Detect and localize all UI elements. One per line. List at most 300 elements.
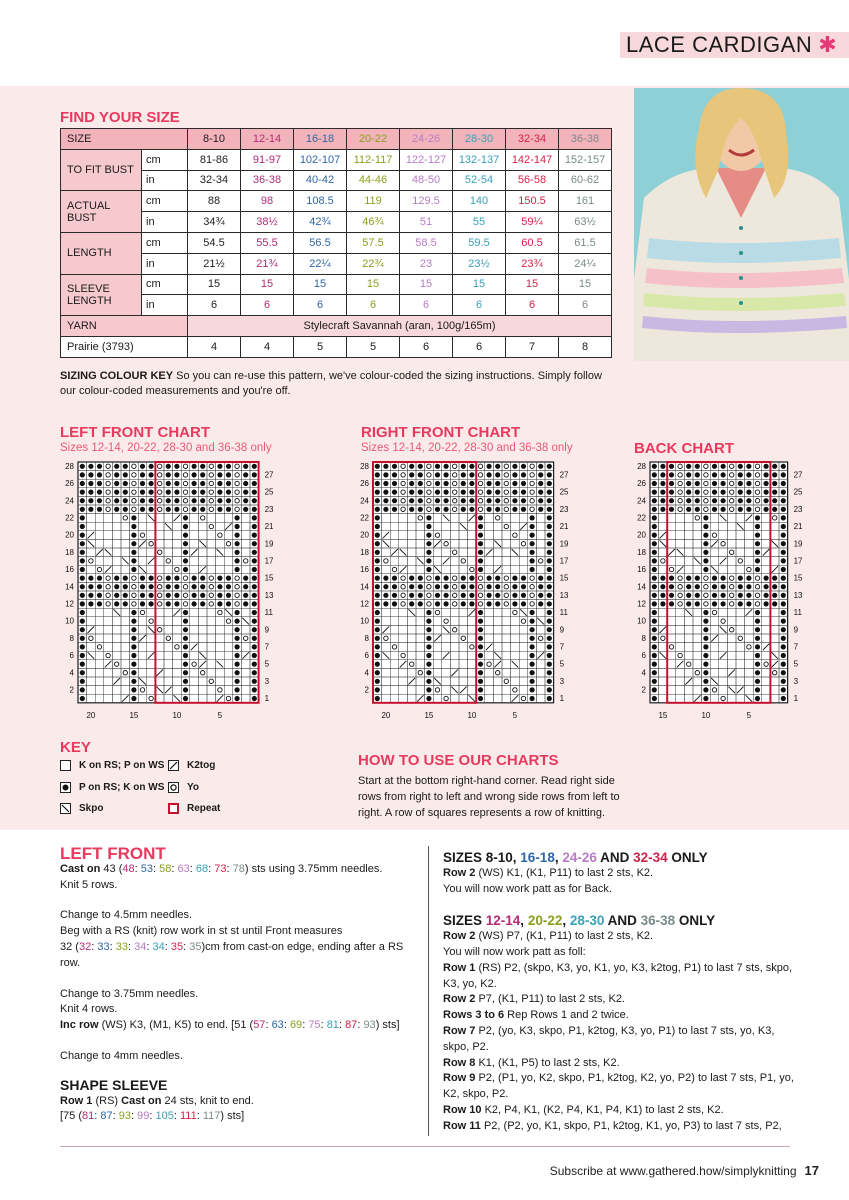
purl-symbol [512, 472, 517, 477]
sizes-group-1-lines [443, 866, 798, 898]
measure-value: 22¼ [294, 253, 347, 274]
purl-symbol [781, 576, 786, 581]
purl-symbol [772, 593, 777, 598]
purl-symbol [235, 558, 240, 563]
find-size-heading: FIND YOUR SIZE [60, 109, 180, 126]
purl-symbol [200, 601, 205, 606]
measure-value: 132-137 [453, 149, 506, 170]
measure-label: TO FIT BUST [61, 149, 142, 191]
purl-symbol [88, 472, 93, 477]
purl-symbol [192, 481, 197, 486]
size-number: 87 [100, 1110, 113, 1123]
purl-symbol [547, 610, 552, 615]
purl-symbol [88, 576, 93, 581]
row-tick-label: 7 [264, 642, 270, 652]
purl-symbol [80, 576, 85, 581]
purl-symbol [781, 593, 786, 598]
row-tick-label: 26 [637, 479, 646, 489]
measure-value: 55.5 [241, 232, 294, 253]
purl-symbol [97, 472, 102, 477]
row-tick-label: 27 [264, 470, 274, 480]
cardigan-photo [634, 88, 849, 361]
purl-symbol [131, 687, 136, 692]
row-tick-label: 13 [559, 590, 569, 600]
purl-symbol [131, 627, 136, 632]
purl-symbol [435, 464, 440, 469]
sleeve-row-1: Row 1 (RS) Cast on 24 sts, knit to end. [60, 1094, 254, 1107]
instruction-line: You will now work patt as foll: [443, 945, 586, 958]
purl-symbol [755, 662, 760, 667]
purl-symbol [375, 636, 380, 641]
size-number: 99 [137, 1110, 150, 1123]
purl-symbol [409, 472, 414, 477]
purl-symbol [547, 601, 552, 606]
purl-symbol [235, 679, 240, 684]
measure-value: 15 [241, 274, 294, 295]
measure-value: 6 [400, 295, 453, 316]
purl-symbol [686, 584, 691, 589]
purl-symbol [375, 507, 380, 512]
left-front-chart-title: LEFT FRONT CHART [60, 424, 210, 441]
purl-symbol [235, 653, 240, 658]
purl-symbol [235, 636, 240, 641]
purl-symbol [123, 593, 128, 598]
purl-symbol [243, 593, 248, 598]
purl-symbol [375, 687, 380, 692]
purl-symbol [746, 584, 751, 589]
purl-symbol [652, 524, 657, 529]
purl-symbol [217, 576, 222, 581]
purl-symbol [226, 472, 231, 477]
size-number: 81 [82, 1110, 95, 1123]
purl-symbol [226, 584, 231, 589]
size-number: 63 [271, 1019, 284, 1032]
purl-symbol [174, 490, 179, 495]
purl-symbol [131, 662, 136, 667]
row-tick-label: 12 [637, 599, 646, 609]
measure-value: 22¾ [347, 253, 400, 274]
purl-symbol [530, 687, 535, 692]
purl-symbol [235, 610, 240, 615]
subscribe-link[interactable]: Subscribe at www.gathered.how/simplyknitting [549, 1164, 797, 1178]
purl-symbol [695, 490, 700, 495]
purl-symbol [721, 507, 726, 512]
purl-symbol [660, 490, 665, 495]
purl-symbol [695, 601, 700, 606]
purl-symbol [166, 576, 171, 581]
how-to-text: Start at the bottom right-hand corner. Read right side rows from right to left and wrong side rows from left to right. A row of squares represents a row of knitting. [358, 775, 620, 819]
purl-symbol [226, 601, 231, 606]
purl-symbol [217, 481, 222, 486]
purl-symbol [469, 507, 474, 512]
purl-symbol [547, 490, 552, 495]
purl-symbol [235, 687, 240, 692]
purl-symbol [435, 593, 440, 598]
purl-symbol [375, 696, 380, 701]
purl-symbol [755, 524, 760, 529]
purl-symbol [461, 601, 466, 606]
row-tick-label: 14 [360, 582, 369, 592]
purl-symbol [235, 644, 240, 649]
size-label: SIZE [61, 129, 188, 150]
purl-symbol [183, 558, 188, 563]
purl-symbol [80, 593, 85, 598]
purl-symbol [703, 670, 708, 675]
purl-symbol [652, 558, 657, 563]
size-number: 35 [189, 940, 202, 953]
row-tick-label: 11 [793, 608, 802, 618]
purl-symbol [660, 593, 665, 598]
purl-symbol [695, 576, 700, 581]
purl-symbol [772, 490, 777, 495]
purl-symbol [652, 653, 657, 658]
purl-symbol [772, 498, 777, 503]
purl-symbol [738, 481, 743, 486]
purl-symbol [435, 498, 440, 503]
purl-symbol [781, 515, 786, 520]
purl-symbol [755, 619, 760, 624]
row-tick-label: 24 [360, 496, 369, 506]
size-number: 35 [170, 940, 184, 953]
purl-symbol [738, 593, 743, 598]
purl-symbol [746, 490, 751, 495]
purl-symbol [547, 584, 552, 589]
purl-symbol [478, 627, 483, 632]
purl-symbol [392, 601, 397, 606]
purl-symbol [469, 472, 474, 477]
purl-symbol [746, 472, 751, 477]
stitch-tick-label: 10 [701, 710, 711, 720]
purl-symbol [781, 558, 786, 563]
measure-value: 119 [347, 191, 400, 212]
colour-label: Prairie (3793) [61, 336, 188, 357]
purl-symbol [686, 481, 691, 486]
purl-symbol [80, 507, 85, 512]
purl-symbol [217, 584, 222, 589]
instruction-line: Row 2 P7, (K1, P11) to last 2 sts, K2. [443, 993, 625, 1006]
purl-symbol [530, 541, 535, 546]
purl-symbol [512, 490, 517, 495]
measure-value: 63½ [559, 212, 612, 233]
purl-symbol [166, 481, 171, 486]
stitch-tick-label: 5 [512, 710, 518, 720]
measure-value: 112-117 [347, 149, 400, 170]
column-divider [428, 846, 429, 1136]
purl-symbol [703, 610, 708, 615]
purl-symbol [149, 593, 154, 598]
purl-symbol [409, 601, 414, 606]
purl-symbol [80, 464, 85, 469]
purl-symbol [495, 464, 500, 469]
purl-symbol [375, 644, 380, 649]
measure-value: 152-157 [559, 149, 612, 170]
size-header-cell: 36-38 [559, 129, 612, 150]
purl-symbol [80, 619, 85, 624]
purl-symbol [80, 584, 85, 589]
instruction-line: Row 8 K1, (K1, P5) to last 2 sts, K2. [443, 1056, 620, 1069]
row-tick-label: 16 [65, 565, 74, 575]
footer-rule [60, 1146, 790, 1147]
purl-symbol [174, 498, 179, 503]
purl-symbol [495, 498, 500, 503]
measure-value: 142-147 [506, 149, 559, 170]
purl-symbol [80, 662, 85, 667]
purl-symbol [461, 481, 466, 486]
size-number: 34 [152, 940, 165, 953]
purl-symbol [538, 498, 543, 503]
size-header-cell: 8-10 [188, 129, 241, 150]
purl-symbol [97, 498, 102, 503]
stitch-tick-label: 10 [467, 710, 477, 720]
purl-symbol [703, 679, 708, 684]
purl-symbol [495, 584, 500, 589]
purl-symbol [375, 670, 380, 675]
purl-symbol [426, 524, 431, 529]
purl-symbol [418, 601, 423, 606]
purl-symbol [226, 507, 231, 512]
purl-symbol [660, 464, 665, 469]
stitch-tick-label: 5 [217, 710, 223, 720]
purl-symbol [375, 515, 380, 520]
purl-symbol [375, 490, 380, 495]
purl-symbol [746, 481, 751, 486]
purl-symbol [418, 584, 423, 589]
purl-symbol [461, 464, 466, 469]
purl-symbol [166, 584, 171, 589]
measure-value: 88 [188, 191, 241, 212]
purl-symbol [226, 498, 231, 503]
measure-value: 59¼ [506, 212, 559, 233]
purl-symbol [686, 576, 691, 581]
purl-symbol [131, 679, 136, 684]
instruction-line: Rows 3 to 6 Rep Rows 1 and 2 twice. [443, 1009, 629, 1022]
purl-symbol [409, 593, 414, 598]
purl-symbol [80, 687, 85, 692]
purl-symbol [703, 567, 708, 572]
purl-symbol [755, 627, 760, 632]
purl-symbol [80, 567, 85, 572]
row-tick-label: 11 [264, 608, 273, 618]
purl-symbol [114, 490, 119, 495]
purl-symbol [426, 515, 431, 520]
purl-symbol [243, 498, 248, 503]
purl-symbol [669, 507, 674, 512]
purl-symbol [461, 490, 466, 495]
purl-symbol [495, 490, 500, 495]
stitch-tick-label: 5 [746, 710, 752, 720]
purl-symbol [252, 472, 257, 477]
purl-symbol [781, 644, 786, 649]
purl-symbol [781, 670, 786, 675]
row-tick-label: 21 [793, 522, 803, 532]
purl-symbol [217, 498, 222, 503]
row-tick-label: 21 [559, 522, 569, 532]
row-tick-label: 4 [364, 668, 369, 678]
key-item-purl: P on RS; K on WS [60, 782, 164, 793]
purl-symbol [375, 584, 380, 589]
purl-symbol [521, 464, 526, 469]
purl-symbol [781, 567, 786, 572]
purl-symbol [243, 584, 248, 589]
measure-value: 161 [559, 191, 612, 212]
purl-symbol [547, 644, 552, 649]
purl-symbol [383, 481, 388, 486]
row-tick-label: 23 [264, 504, 274, 514]
purl-symbol [547, 524, 552, 529]
unit-cell: in [142, 253, 188, 274]
purl-symbol [131, 550, 136, 555]
purl-symbol [235, 696, 240, 701]
purl-symbol [235, 567, 240, 572]
purl-symbol [183, 696, 188, 701]
purl-symbol [686, 498, 691, 503]
circle-icon [168, 782, 179, 793]
purl-symbol [547, 670, 552, 675]
purl-symbol [375, 498, 380, 503]
purl-symbol [487, 507, 492, 512]
purl-symbol [538, 584, 543, 589]
row-tick-label: 1 [264, 694, 270, 704]
purl-symbol [183, 653, 188, 658]
purl-symbol [392, 576, 397, 581]
purl-symbol [383, 593, 388, 598]
purl-symbol [392, 481, 397, 486]
purl-symbol [426, 679, 431, 684]
purl-symbol [97, 507, 102, 512]
purl-symbol [660, 576, 665, 581]
purl-symbol [200, 593, 205, 598]
purl-symbol [461, 593, 466, 598]
right-front-chart-title: RIGHT FRONT CHART [361, 424, 521, 441]
purl-symbol [97, 593, 102, 598]
sizes-group-1-heading: SIZES 8-10, 16-18, 24-26 AND 32-34 ONLY [443, 850, 708, 865]
purl-symbol [418, 576, 423, 581]
purl-symbol [375, 464, 380, 469]
measure-value: 58.5 [400, 232, 453, 253]
measure-value: 15 [294, 274, 347, 295]
purl-symbol [781, 550, 786, 555]
purl-symbol [547, 593, 552, 598]
knit-five-rows: Knit 5 rows. [60, 878, 118, 891]
purl-symbol [123, 576, 128, 581]
purl-symbol [538, 576, 543, 581]
row-tick-label: 2 [641, 685, 646, 695]
purl-symbol [166, 472, 171, 477]
purl-symbol [755, 696, 760, 701]
purl-symbol [80, 541, 85, 546]
purl-symbol [235, 541, 240, 546]
size-number: 34 [134, 940, 147, 953]
purl-symbol [131, 541, 136, 546]
purl-symbol [686, 472, 691, 477]
purl-symbol [418, 472, 423, 477]
purl-symbol [530, 524, 535, 529]
purl-symbol [444, 507, 449, 512]
purl-symbol [243, 601, 248, 606]
purl-symbol [183, 662, 188, 667]
purl-symbol [547, 498, 552, 503]
purl-symbol [686, 490, 691, 495]
purl-symbol [686, 601, 691, 606]
size-number: 63 [177, 862, 190, 875]
purl-symbol [746, 498, 751, 503]
purl-symbol [174, 464, 179, 469]
shape-sleeve-heading: SHAPE SLEEVE [60, 1076, 168, 1093]
purl-symbol [375, 653, 380, 658]
row-tick-label: 15 [559, 573, 569, 583]
purl-symbol [669, 490, 674, 495]
purl-symbol [426, 696, 431, 701]
purl-symbol [149, 584, 154, 589]
purl-symbol [521, 481, 526, 486]
purl-symbol [512, 593, 517, 598]
purl-symbol [426, 636, 431, 641]
model-illustration [634, 88, 849, 361]
purl-symbol [764, 601, 769, 606]
size-number: 33 [115, 940, 128, 953]
purl-symbol [652, 507, 657, 512]
purl-symbol [183, 567, 188, 572]
measure-label: SLEEVE LENGTH [61, 274, 142, 316]
slash-icon [168, 760, 179, 771]
purl-symbol [235, 524, 240, 529]
purl-symbol [755, 550, 760, 555]
purl-symbol [123, 490, 128, 495]
right-front-chart [351, 458, 581, 723]
purl-symbol [652, 670, 657, 675]
purl-symbol [252, 550, 257, 555]
sizing-colour-key [60, 369, 620, 399]
purl-symbol [660, 584, 665, 589]
purl-symbol [721, 481, 726, 486]
unit-cell: in [142, 170, 188, 191]
purl-symbol [478, 636, 483, 641]
purl-symbol [530, 627, 535, 632]
purl-symbol [88, 601, 93, 606]
purl-symbol [660, 472, 665, 477]
row-tick-label: 23 [793, 504, 803, 514]
filled-dot-icon [60, 782, 71, 793]
purl-symbol [114, 601, 119, 606]
purl-symbol [252, 627, 257, 632]
purl-symbol [88, 490, 93, 495]
knit-four-rows: Knit 4 rows. [60, 1003, 118, 1016]
purl-symbol [755, 644, 760, 649]
purl-symbol [375, 533, 380, 538]
row-tick-label: 15 [793, 573, 803, 583]
key-item-k2tog: K2tog [168, 760, 215, 771]
purl-symbol [200, 472, 205, 477]
purl-symbol [375, 550, 380, 555]
purl-symbol [375, 576, 380, 581]
measure-value: 6 [188, 295, 241, 316]
purl-symbol [695, 481, 700, 486]
purl-symbol [80, 653, 85, 658]
size-number: 111 [180, 1110, 197, 1123]
ball-count: 6 [453, 336, 506, 357]
purl-symbol [131, 567, 136, 572]
row-tick-label: 8 [364, 633, 369, 643]
key-item-yo: Yo [168, 782, 199, 793]
purl-symbol [444, 498, 449, 503]
purl-symbol [538, 601, 543, 606]
row-tick-label: 5 [793, 659, 799, 669]
purl-symbol [712, 498, 717, 503]
size-number: 33 [97, 940, 110, 953]
purl-symbol [217, 601, 222, 606]
purl-symbol [478, 550, 483, 555]
purl-symbol [114, 593, 119, 598]
